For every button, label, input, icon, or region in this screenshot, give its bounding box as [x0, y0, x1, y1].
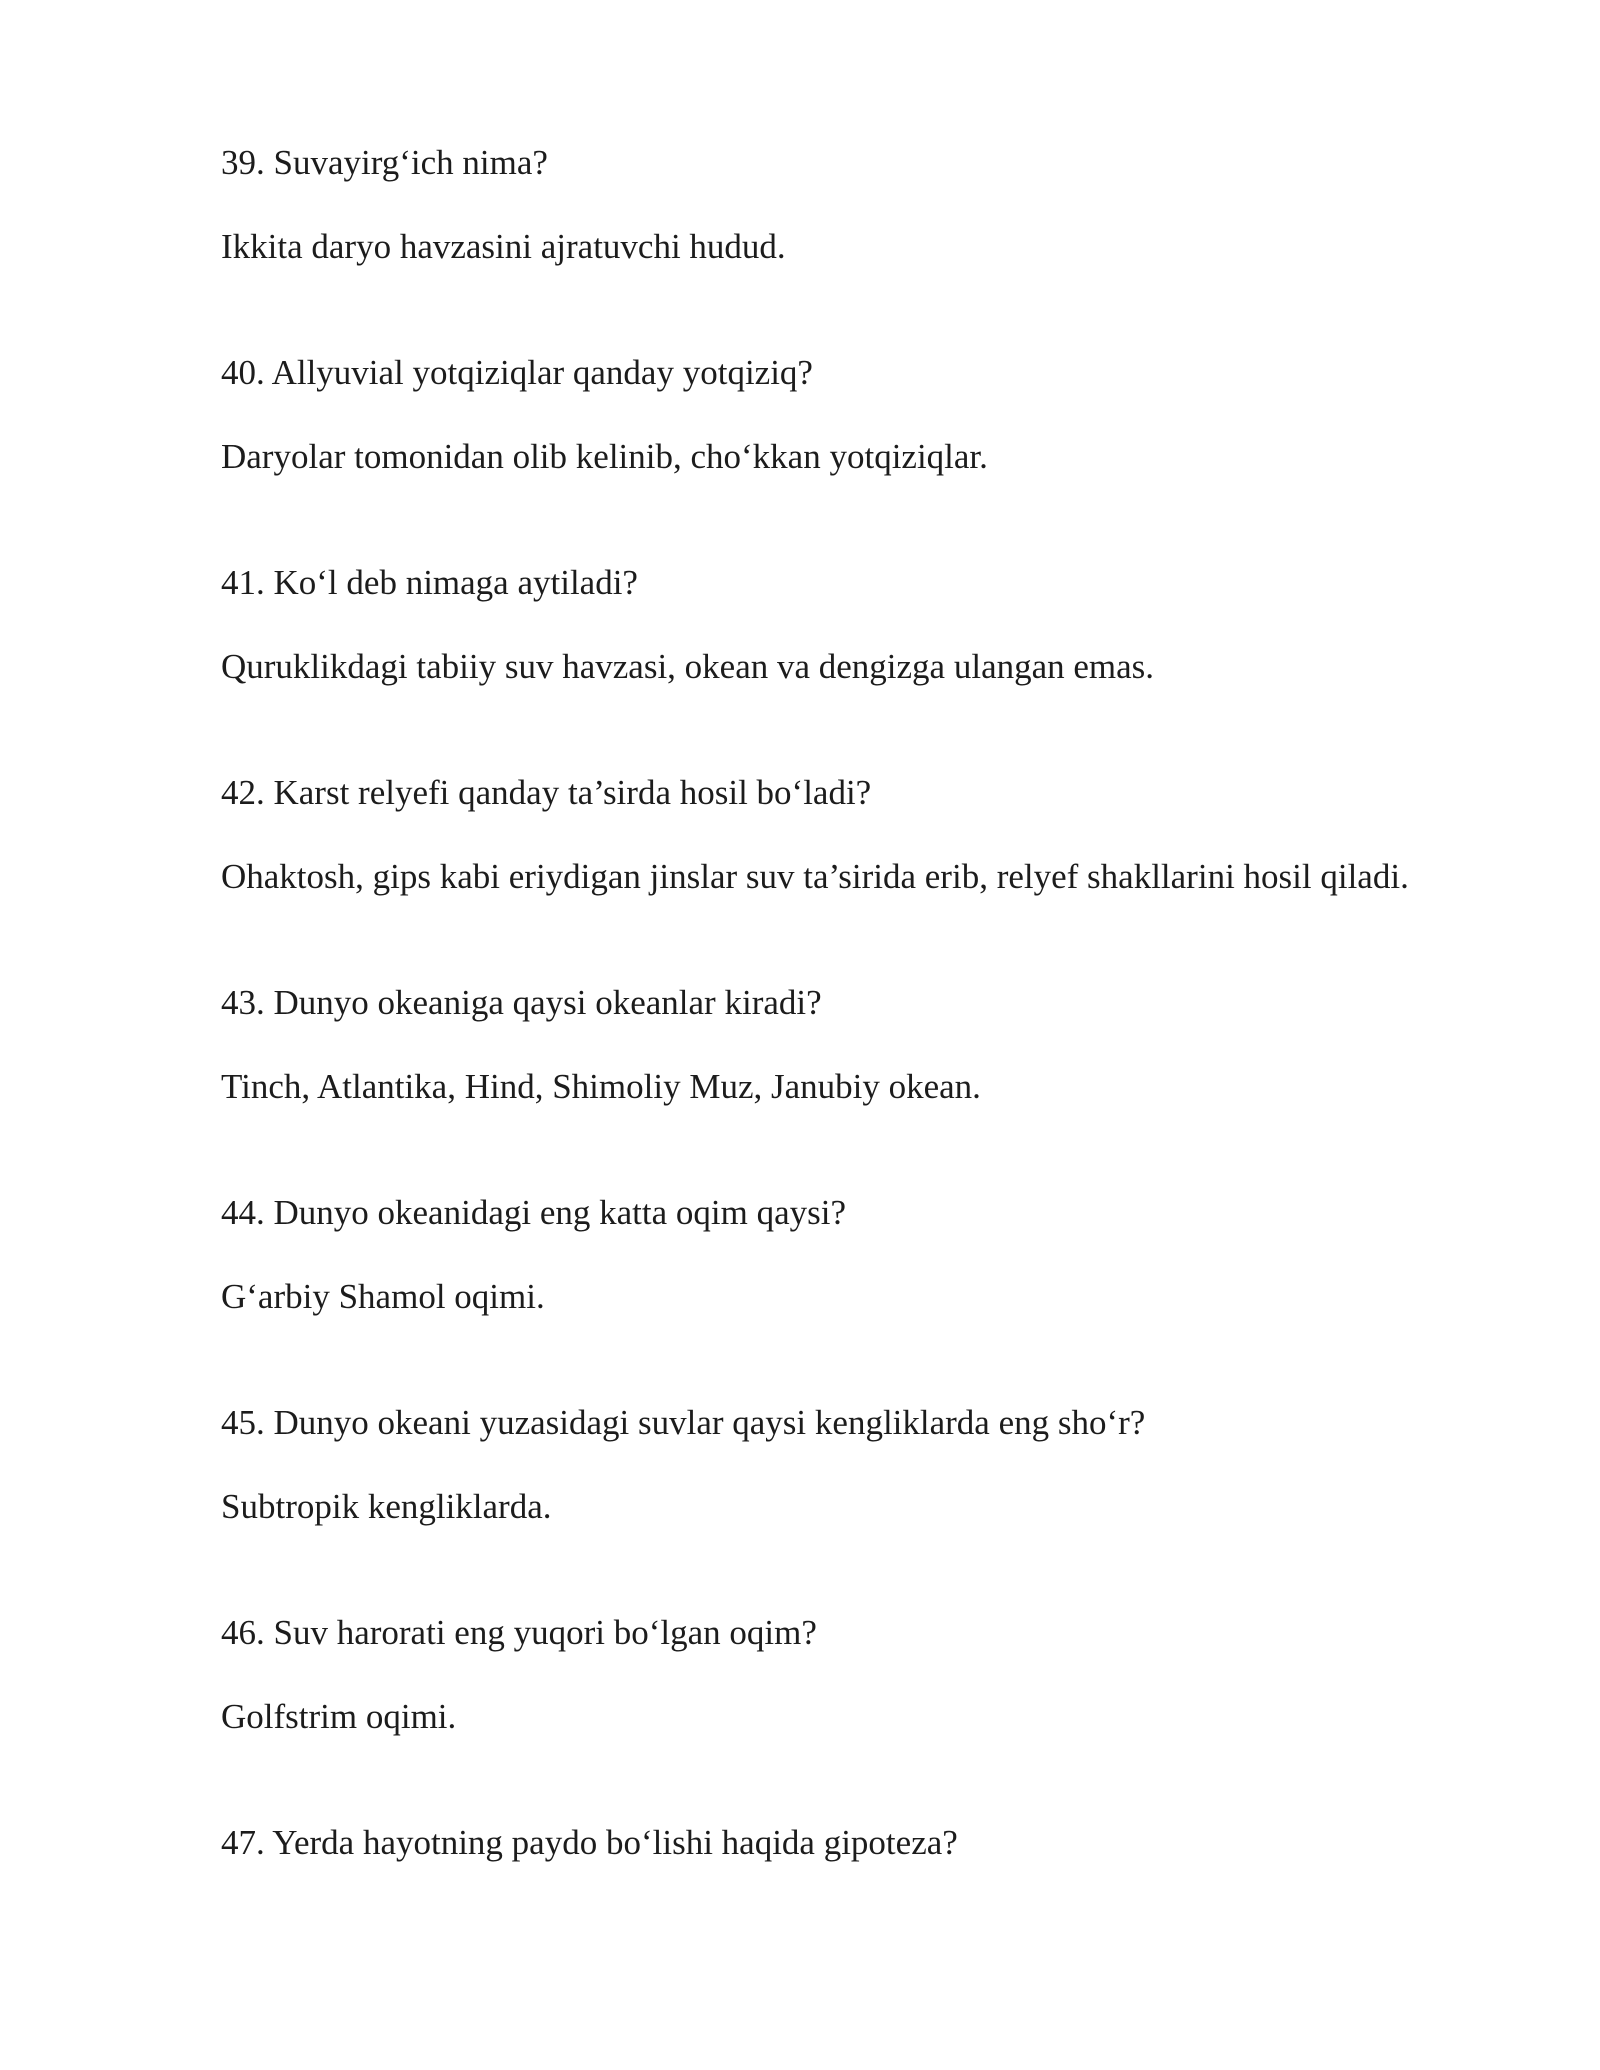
question-40: 40. Allyuvial yotqiziqlar qanday yotqiziq? — [221, 353, 813, 392]
qa-item-47 — [221, 1823, 1521, 2033]
answer-43: Tinch, Atlantika, Hind, Shimoliy Muz, Janubiy okean. — [221, 1067, 981, 1106]
qa-item-40 — [221, 353, 1521, 563]
qa-item-42 — [221, 773, 1521, 983]
answer-41: Quruklikdagi tabiiy suv havzasi, okean va dengizga ulangan emas. — [221, 647, 1155, 686]
qa-item-41 — [221, 563, 1521, 773]
answer-46: Golfstrim oqimi. — [221, 1697, 457, 1736]
answer-44: G‘arbiy Shamol oqimi. — [221, 1277, 545, 1316]
question-42: 42. Karst relyefi qanday ta’sirda hosil bo‘ladi? — [221, 773, 872, 812]
qa-item-44 — [221, 1193, 1521, 1403]
question-41: 41. Ko‘l deb nimaga aytiladi? — [221, 563, 638, 602]
answer-42: Ohaktosh, gips kabi eriydigan jinslar suv ta’sirida erib, relyef shakllarini hosil qiladi. — [221, 857, 1409, 896]
qa-item-43 — [221, 983, 1521, 1193]
qa-item-46 — [221, 1613, 1521, 1823]
question-47: 47. Yerda hayotning paydo bo‘lishi haqida gipoteza? — [221, 1823, 958, 1862]
question-45: 45. Dunyo okeani yuzasidagi suvlar qaysi kengliklarda eng sho‘r? — [221, 1403, 1146, 1442]
answer-39: Ikkita daryo havzasini ajratuvchi hudud. — [221, 227, 786, 266]
answer-45: Subtropik kengliklarda. — [221, 1487, 552, 1526]
question-46: 46. Suv harorati eng yuqori bo‘lgan oqim? — [221, 1613, 817, 1652]
question-44: 44. Dunyo okeanidagi eng katta oqim qaysi? — [221, 1193, 846, 1232]
question-39: 39. Suvayirg‘ich nima? — [221, 143, 548, 182]
question-43: 43. Dunyo okeaniga qaysi okeanlar kiradi? — [221, 983, 822, 1022]
qa-list — [221, 143, 1521, 2033]
answer-40: Daryolar tomonidan olib kelinib, cho‘kkan yotqiziqlar. — [221, 437, 988, 476]
qa-item-45 — [221, 1403, 1521, 1613]
qa-item-39 — [221, 143, 1521, 353]
